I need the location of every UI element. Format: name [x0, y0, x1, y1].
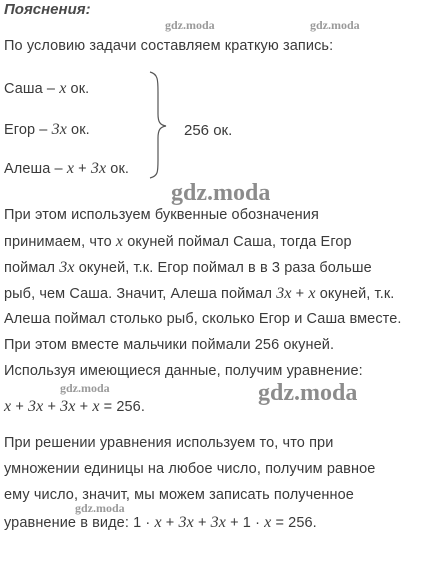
record-egor: [4, 121, 90, 139]
variable: x: [59, 80, 67, 97]
variable: x: [4, 398, 12, 415]
text: +: [291, 286, 309, 302]
paragraph-line: [4, 259, 372, 277]
text: Егор –: [4, 122, 52, 138]
text: окуней, т.к. Егор поймал в в 3 раза больше: [74, 260, 372, 276]
text: +: [161, 515, 179, 531]
watermark: gdz.moda: [171, 180, 271, 206]
text: +: [11, 399, 29, 415]
equation: [4, 514, 317, 532]
text: ок.: [66, 122, 90, 138]
watermark: gdz.moda: [310, 18, 360, 32]
record-alesha: [4, 160, 129, 178]
text: поймал: [4, 260, 60, 276]
variable: x: [66, 160, 75, 177]
variable: x: [92, 398, 100, 415]
text: ок.: [106, 161, 130, 177]
variable: 3x: [90, 160, 107, 177]
text: Алеша –: [4, 161, 67, 177]
paragraph-line: Алеша поймал столько рыб, сколько Егор и Саша вместе.: [4, 311, 402, 327]
text: +: [74, 161, 91, 177]
text: окуней, т.к.: [315, 286, 395, 302]
variable: 3x: [28, 398, 44, 415]
text: +: [193, 515, 211, 531]
variable: x: [154, 514, 162, 531]
intro-text: По условию задачи составляем краткую запись:: [4, 38, 334, 54]
watermark: gdz.moda: [165, 18, 215, 32]
paragraph-line: [4, 285, 394, 303]
curly-brace-icon: [146, 70, 170, 180]
text: уравнение в виде: 1 ·: [4, 515, 155, 531]
paragraph-line: При этом используем буквенные обозначения: [4, 207, 319, 223]
variable: x: [115, 233, 124, 250]
variable: 3x: [210, 514, 226, 531]
watermark: gdz.moda: [258, 380, 358, 406]
text: + 1 ·: [225, 515, 265, 531]
variable: x: [308, 285, 316, 302]
text: рыб, чем Саша. Значит, Алеша поймал: [4, 286, 277, 302]
variable: 3x: [51, 121, 67, 138]
paragraph-line: При решении уравнения используем то, что при: [4, 435, 334, 451]
text: = 256.: [271, 515, 317, 531]
variable: 3x: [59, 259, 75, 276]
text: +: [43, 399, 61, 415]
variable: 3x: [276, 285, 292, 302]
total-count: 256 ок.: [184, 122, 233, 139]
paragraph-line: При этом вместе мальчики поймали 256 окуней.: [4, 337, 335, 353]
text: принимаем, что: [4, 234, 116, 250]
variable: 3x: [60, 398, 76, 415]
paragraph-line: Используя имеющиеся данные, получим уравнение:: [4, 363, 363, 379]
watermark: gdz.moda: [60, 381, 110, 395]
text: Саша –: [4, 81, 60, 97]
text: +: [75, 399, 93, 415]
variable: 3x: [178, 514, 194, 531]
text: окуней поймал Саша, тогда Егор: [123, 234, 352, 250]
text: = 256.: [99, 399, 145, 415]
paragraph-line: умножении единицы на любое число, получим равное: [4, 461, 376, 477]
variable: x: [264, 514, 272, 531]
watermark: gdz.moda: [75, 501, 125, 515]
paragraph-line: [4, 233, 352, 251]
text: ок.: [66, 81, 90, 97]
paragraph-line: ему число, значит, мы можем записать полученное: [4, 487, 354, 503]
equation: [4, 398, 145, 416]
record-sasha: [4, 80, 89, 98]
explanation-heading: Пояснения:: [4, 1, 91, 18]
